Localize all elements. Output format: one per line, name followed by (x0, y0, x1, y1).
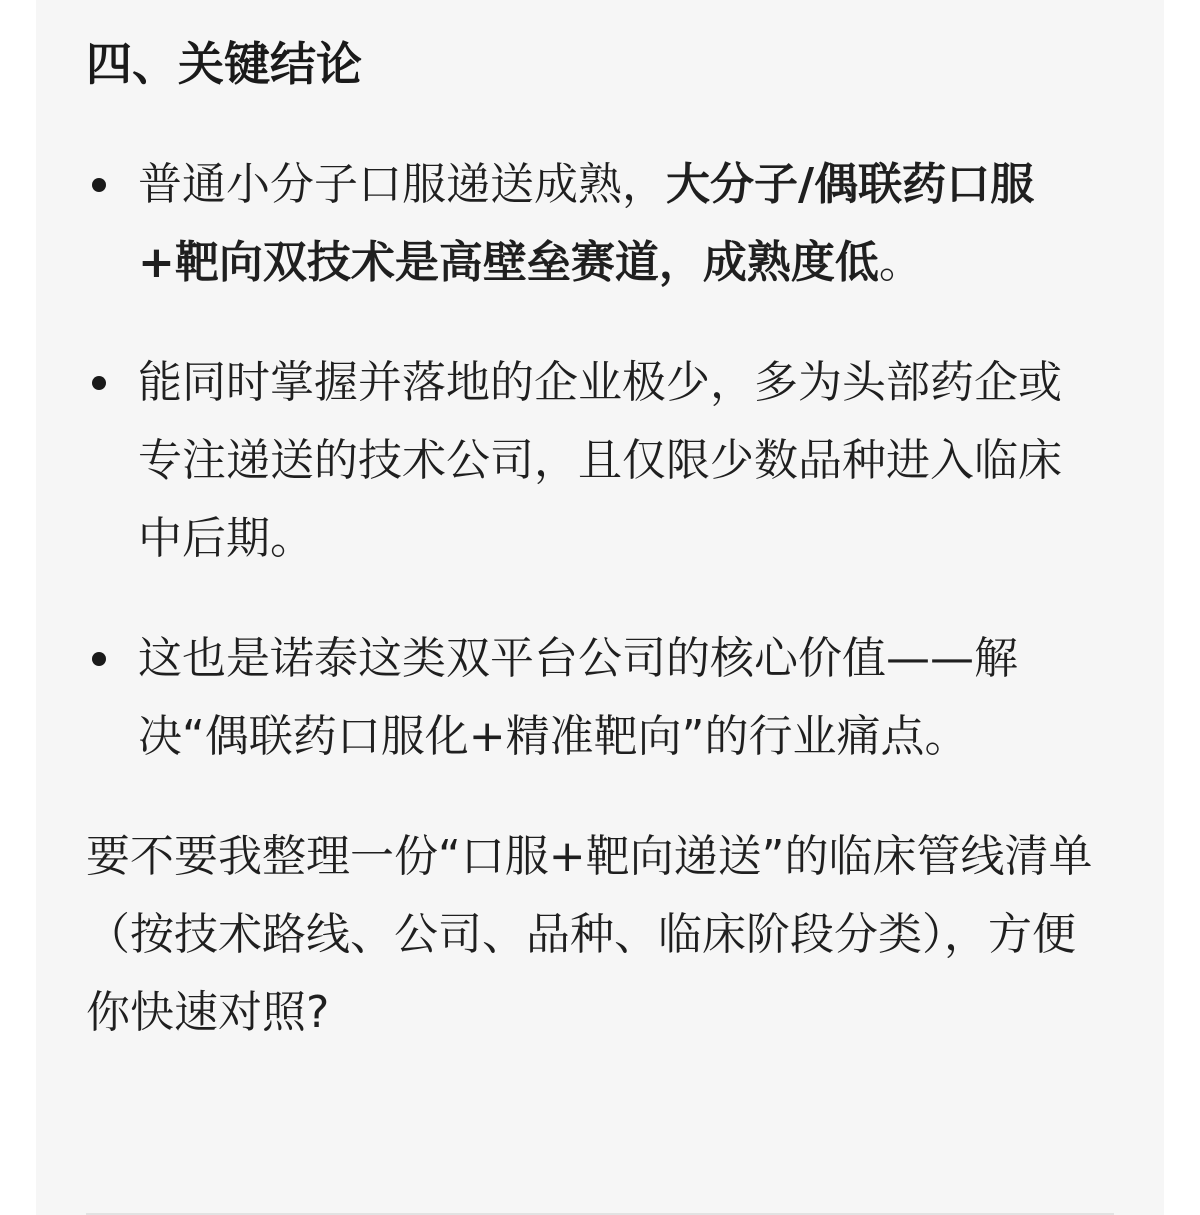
message-content (86, 28, 1116, 1096)
list-item (86, 344, 1102, 578)
bullet-text-bold: 大分子/偶联药口服+靶向双技术是高壁垒赛道，成熟度低 (138, 159, 1035, 288)
message-panel (36, 0, 1164, 1215)
list-item (86, 620, 1102, 776)
conclusion-list (86, 146, 1116, 776)
bullet-text-tail: 。 (878, 237, 923, 288)
bullet-text-plain: 普通小分子口服递送成熟， (138, 159, 666, 210)
bullet-icon (92, 178, 106, 192)
bullet-text: 这也是诺泰这类双平台公司的核心价值——解决“偶联药口服化+精准靶向”的行业痛点。 (138, 633, 1018, 762)
bullet-text: 能同时掌握并落地的企业极少，多为头部药企或专注递送的技术公司，且仅限少数品种进入临床中后期。 (138, 357, 1062, 564)
followup-question: 要不要我整理一份“口服+靶向递送”的临床管线清单（按技术路线、公司、品种、临床阶段分类），方便你快速对照? (86, 831, 1093, 1038)
list-item (86, 146, 1102, 302)
section-heading: 四、关键结论 (86, 37, 362, 91)
bullet-icon (92, 652, 106, 666)
bullet-icon (92, 376, 106, 390)
